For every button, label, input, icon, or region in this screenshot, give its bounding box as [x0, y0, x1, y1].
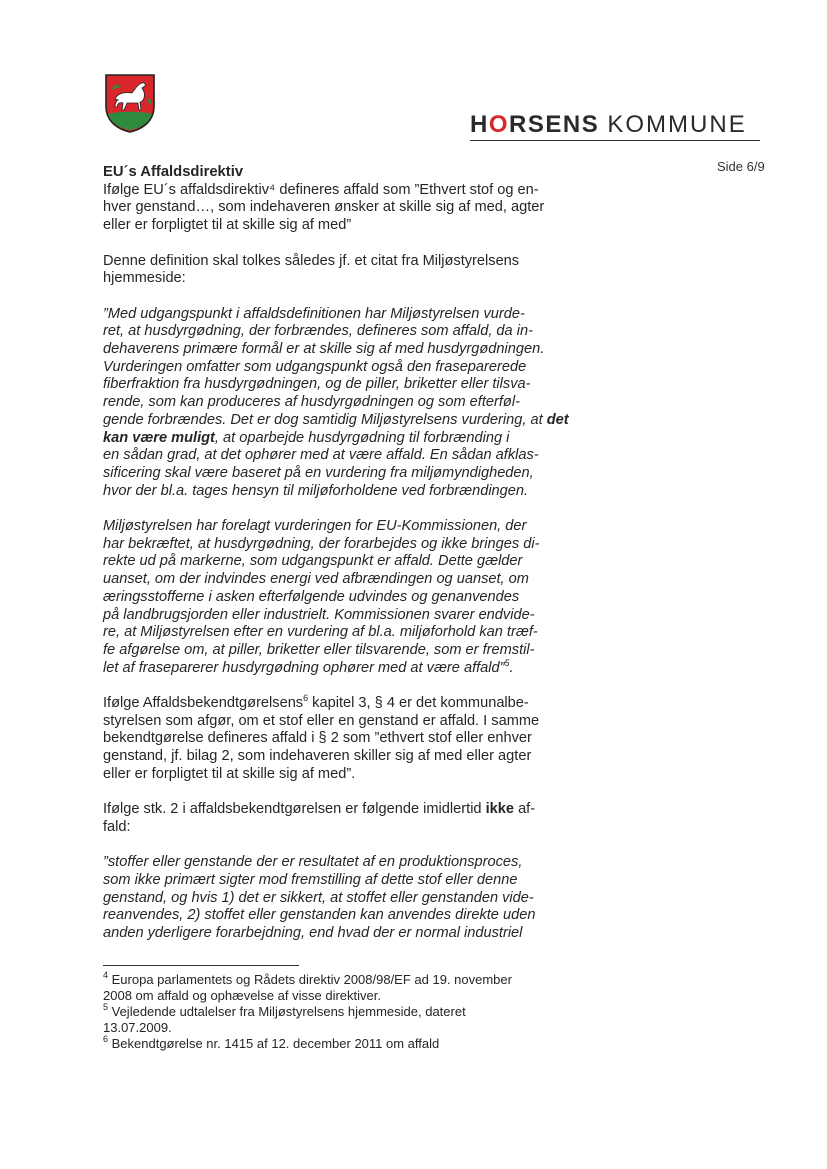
quote-miljostyrelsen-1: ”Med udgangspunkt i affaldsdefinitionen har Miljøstyrelsen vurde- ret, at husdyrgødning, der forbrændes, defineres som affald, da in- dehaverens primære formål er at skille sig af med husdyrgødningen. Vurderingen omfatter som udgangspunkt også den fraseparerede fiberfraktion fra husdyrgødningen, og de piller, briketter eller tilsva- rende, som kan produceres af husdyrgødningen og som efterføl- gende forbrændes. Det er dog samtidig Miljøstyrelsens vurdering, at det kan være muligt, at oparbejde husdyrgødning til forbrænding i en sådan grad, at det ophører med at være affald. En sådan afklas- sificering skal være baseret på en vurdering fra miljømyndigheden, hvor der bl.a. tages hensyn til miljøforholdene ved forbrændingen. — [103, 305, 569, 499]
page-number: Side 6/9 — [717, 159, 765, 174]
paragraph-stk2: Ifølge stk. 2 i affaldsbekendtgørelsen er følgende imidlertid ikke af- fald: — [103, 801, 536, 835]
horsens-crest-logo — [103, 72, 157, 134]
section-heading: EU´s Affaldsdirektiv — [103, 164, 244, 180]
footnote-separator — [103, 965, 299, 966]
footnote-5: $^5$ Vejledende udtalelser fra Miljøstyrelsens hjemmeside, dateret 13.07.2009. — [103, 1002, 466, 1035]
crest-ground — [108, 112, 152, 130]
quote-stk2: ”stoffer eller genstande der er resultatet af en produktionsproces, som ikke primært sigter mod fremstilling af dette stof eller denne genstand, og hvis 1) det er sikkert, at stoffet eller genstanden vide- reanvendes, 2) stoffet eller genstanden kan anvendes direkte uden anden yderligere forarbejdning, end hvad der er normal industriel — [103, 854, 536, 942]
footnote-4: $^4$ Europa parlamentets og Rådets direktiv 2008/98/EF ad 19. november 2008 om affald og ophævelse af visse direktiver. — [103, 970, 512, 1003]
footnote-6: $^6$ Bekendtgørelse nr. 1415 af 12. december 2011 om affald — [103, 1034, 440, 1051]
brand-wordmark: HORSENS KOMMUNE — [470, 111, 747, 138]
quote-miljostyrelsen-2: Miljøstyrelsen har forelagt vurderingen for EU-Kommissionen, der har bekræftet, at husdyrgødning, der forarbejdes og ikke bringes di- rekte ud på markerne, som udgangspunkt er affald. Dette gælder uanset, om der indvindes energi ved afbrændingen og uanset, om æringsstofferne i asken efterfølgende udvindes og genanvendes på landbrugsjorden eller industrielt. Kommissionen svarer endvide- re, at Miljøstyrelsen efter en vurdering af bl.a. miljøforhold kan træf- fe afgørelse om, at piller, briketter eller tilsvarende, som er fremstil- let af fraseparerer husdyrgødning ophører med at være affald”$^5$. — [103, 518, 540, 676]
emphasis-ikke: ikke — [485, 801, 515, 818]
emphasis-bold: det kan være muligt — [103, 411, 569, 446]
footnote-ref-6[interactable]: 6 — [303, 693, 309, 704]
paragraph-affaldsbekendtgorelse: Ifølge Affaldsbekendtgørelsens$^6$ kapitel 3, § 4 er det kommunalbe- styrelsen som afgør, om et stof eller en genstand er affald. I samme bekendtgørelse defineres affald i § 2 som ”ethvert stof eller enhver genstand, jf. bilag 2, som indehaveren skiller sig af med eller agter eller er forpligtet til at skille sig af med”. — [103, 693, 540, 782]
footnotes — [103, 972, 523, 1052]
header-rule — [470, 140, 760, 141]
document-body — [103, 164, 573, 943]
paragraph-definition: Ifølge EU´s affaldsdirektiv⁴ defineres affald som ”Ethvert stof og en- hver genstand…, som indehaveren ønsker at skille sig af med, agter eller er forpligtet til at skille sig af med” — [103, 181, 545, 234]
brand-red-o: O — [488, 111, 510, 138]
paragraph-interpretation: Denne definition skal tolkes således jf. et citat fra Miljøstyrelsens hjemmeside: — [103, 252, 520, 287]
footnote-ref-5[interactable]: 5 — [504, 657, 510, 668]
